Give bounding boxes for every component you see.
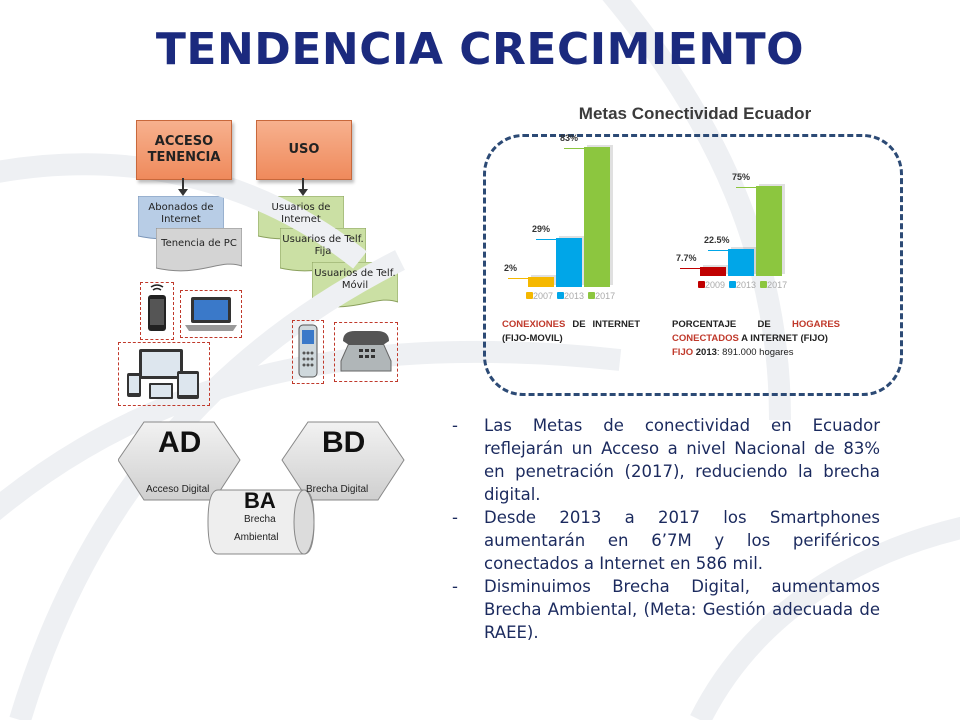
caption-conexiones-rest: DE INTERNET (FIJO-MOVIL) (502, 319, 640, 344)
legend-label: 2013 (564, 291, 585, 301)
caption-conexiones-red: CONEXIONES (502, 319, 566, 330)
legend-item (729, 280, 756, 290)
caption-hogares (672, 318, 840, 360)
page-title: TENDENCIA CRECIMIENTO (155, 24, 805, 75)
bullet-item (452, 506, 880, 575)
chart-data-label: 83% (560, 133, 579, 143)
bullet-marker: - (452, 508, 458, 527)
legend-label: 2007 (533, 291, 554, 301)
caption-hogares-b: A INTERNET (FIJO) (741, 333, 828, 344)
caption-fijo-value: : 891.000 hogares (716, 347, 794, 358)
chart-label-leader (736, 187, 756, 188)
caption-hogares-red: HOGARES CONECTADOS (672, 319, 840, 344)
uso-label: USO (288, 142, 320, 157)
smartphone-image (140, 282, 174, 340)
mobile-phone-image (292, 320, 324, 384)
metas-title: Metas Conectividad Ecuador (578, 104, 812, 123)
chart-data-label: 22.5% (704, 235, 730, 245)
chart-label-leader (508, 278, 528, 279)
legend-swatch (526, 292, 533, 299)
acceso-tenencia-box (136, 120, 232, 180)
legend-swatch (557, 292, 564, 299)
chart-label-leader (536, 239, 556, 240)
bd-sub-label: Brecha Digital (306, 484, 369, 495)
legend-label: 2013 (736, 280, 757, 290)
chart-legend (526, 291, 615, 301)
legend-item (698, 280, 725, 290)
bd-label: BD (322, 426, 366, 459)
ad-label: AD (158, 426, 202, 459)
bullet-marker: - (452, 416, 458, 435)
legend-item (557, 291, 584, 301)
usuarios-internet-label: Usuarios de Internet (271, 202, 331, 225)
legend-label: 2017 (767, 280, 788, 290)
arrow-acceso (182, 178, 184, 190)
devices-image (118, 342, 210, 406)
bullet-text: Las Metas de conectividad en Ecuador reflejarán un Acceso a nivel Nacional de 83% en penetración (2017), reduciendo la brecha digital. (484, 416, 880, 504)
ad-sub-label: Acceso Digital (146, 484, 210, 495)
legend-item (588, 291, 615, 301)
chart-data-label: 2% (504, 263, 518, 274)
bullet-item (452, 414, 880, 506)
chart-label-leader (564, 148, 584, 149)
chart-bar (700, 267, 726, 276)
landline-phone-image (334, 322, 398, 382)
chart-data-label: 29% (532, 224, 551, 235)
usuarios-movil-doc (312, 262, 398, 310)
arrow-uso (302, 178, 304, 190)
acceso-tenencia-label: ACCESO TENENCIA (147, 134, 221, 165)
laptop-image (180, 290, 242, 338)
bullet-text: Disminuimos Brecha Digital, aumentamos Brecha Ambiental, (Meta: Gestión adecuada de RAEE). (484, 577, 880, 642)
chart-label-leader (680, 268, 700, 269)
legend-swatch (698, 281, 705, 288)
caption-fijo-year: 2013 (695, 347, 717, 358)
ba-label: BA (244, 488, 276, 513)
chart-label-leader (708, 250, 728, 251)
legend-label: 2017 (595, 291, 616, 301)
bullet-item (452, 575, 880, 644)
chart-data-label: 7.7% (676, 252, 697, 263)
tenencia-pc-doc (156, 228, 242, 274)
caption-fijo-red: FIJO (672, 347, 694, 358)
legend-swatch (760, 281, 767, 288)
ba-sub-label-2: Ambiental (234, 532, 279, 543)
abonados-label: Abonados de Internet (148, 202, 214, 225)
chart-bar (728, 249, 754, 276)
usuarios-fija-label: Usuarios de Telf. Fija (282, 234, 364, 257)
caption-hogares-a: PORCENTAJE DE (672, 319, 771, 330)
bullet-list (452, 414, 880, 644)
bullet-marker: - (452, 577, 458, 596)
chart-bar (528, 277, 554, 287)
chart-bar (556, 238, 582, 287)
legend-item (526, 291, 553, 301)
chart-legend (698, 280, 787, 290)
legend-item (760, 280, 787, 290)
legend-swatch (729, 281, 736, 288)
usuarios-movil-label: Usuarios de Telf. Móvil (314, 268, 396, 291)
bullet-text: Desde 2013 a 2017 los Smartphones aumentarán en 6’7M y los periféricos conectados a Internet en 586 mil. (484, 508, 880, 573)
chart-bar (756, 186, 782, 276)
caption-conexiones (502, 318, 640, 346)
chart-bar (584, 147, 610, 287)
tenencia-pc-label: Tenencia de PC (161, 238, 237, 249)
legend-label: 2009 (705, 280, 726, 290)
uso-box (256, 120, 352, 180)
ba-sub-label-1: Brecha (244, 514, 276, 525)
chart-data-label: 75% (732, 172, 751, 182)
legend-swatch (588, 292, 595, 299)
